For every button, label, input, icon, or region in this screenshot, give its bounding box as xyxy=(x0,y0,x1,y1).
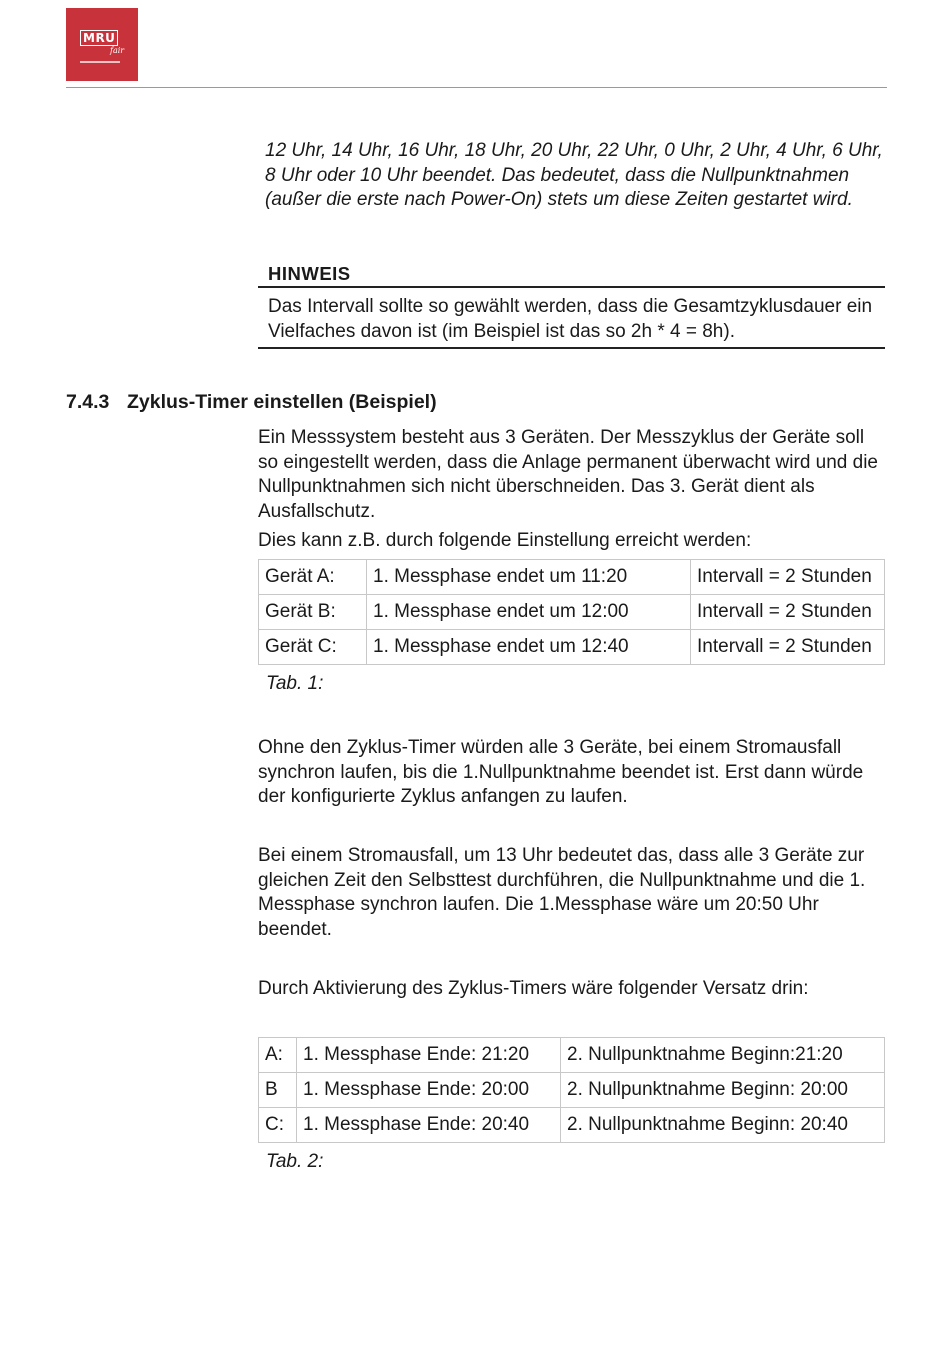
note-title: HINWEIS xyxy=(268,263,351,284)
table-cell: Intervall = 2 Stunden xyxy=(691,560,885,595)
table-row xyxy=(259,1073,885,1108)
header-divider xyxy=(66,87,887,88)
logo-wordmark: MRU xyxy=(80,30,118,46)
table-cell: 2. Nullpunktnahme Beginn:21:20 xyxy=(561,1038,885,1073)
note-bottom-rule xyxy=(258,347,885,349)
table1-caption: Tab. 1: xyxy=(266,673,324,694)
table-row xyxy=(259,595,885,630)
section-heading xyxy=(66,390,437,414)
company-logo xyxy=(66,8,138,81)
note-text: Das Intervall sollte so gewählt werden, dass die Gesamtzyklusdauer ein Vielfaches davon ist (im Beispiel ist das so 2h * 4 = 8h). xyxy=(268,296,873,342)
settings-lead-paragraph: Dies kann z.B. durch folgende Einstellung erreicht werden: xyxy=(258,530,752,551)
logo-tagline-bar xyxy=(80,61,120,63)
table-cell: Gerät B: xyxy=(259,595,367,630)
timer-offset-paragraph: Durch Aktivierung des Zyklus-Timers wäre folgender Versatz drin: xyxy=(258,978,809,999)
table-row xyxy=(259,1038,885,1073)
table-cell: Intervall = 2 Stunden xyxy=(691,630,885,665)
device-settings-table xyxy=(258,559,885,665)
table-cell: 1. Messphase endet um 12:40 xyxy=(367,630,691,665)
logo-script: fair xyxy=(110,46,125,55)
section-number: 7.4.3 xyxy=(66,391,110,413)
table-cell: Intervall = 2 Stunden xyxy=(691,595,885,630)
without-timer-paragraph: Ohne den Zyklus-Timer würden alle 3 Geräte, bei einem Stromausfall synchron laufen, bis die 1.Nullpunktnahme beendet ist. Erst dann würde der konfigurierte Zyklus anfangen zu laufen. xyxy=(258,737,864,807)
intro-system-paragraph: Ein Messsystem besteht aus 3 Geräten. Der Messzyklus der Geräte soll so eingestellt werden, dass die Anlage permanent überwacht wird und die Nullpunktnahmen sich nicht überschneiden. Das 3. Gerät dient als Ausfallschutz. xyxy=(258,427,878,522)
table-cell: 2. Nullpunktnahme Beginn: 20:40 xyxy=(561,1108,885,1143)
table-cell: 1. Messphase endet um 11:20 xyxy=(367,560,691,595)
table-cell: 1. Messphase endet um 12:00 xyxy=(367,595,691,630)
table-cell: A: xyxy=(259,1038,297,1073)
table-cell: 2. Nullpunktnahme Beginn: 20:00 xyxy=(561,1073,885,1108)
table-cell: 1. Messphase Ende: 20:00 xyxy=(297,1073,561,1108)
table-cell: B xyxy=(259,1073,297,1108)
intro-paragraph: 12 Uhr, 14 Uhr, 16 Uhr, 18 Uhr, 20 Uhr, 22 Uhr, 0 Uhr, 2 Uhr, 4 Uhr, 6 Uhr, 8 Uhr oder 10 Uhr beendet. Das bedeutet, dass die Nullpunktnahmen (außer die erste nach Power-On) stets um diese Zeiten gestartet wird. xyxy=(265,140,883,210)
section-title: Zyklus-Timer einstellen (Beispiel) xyxy=(127,391,437,413)
table-cell: 1. Messphase Ende: 20:40 xyxy=(297,1108,561,1143)
table-row xyxy=(259,1108,885,1143)
table-cell: C: xyxy=(259,1108,297,1143)
table2-caption: Tab. 2: xyxy=(266,1151,324,1172)
offset-table xyxy=(258,1037,885,1143)
power-failure-paragraph: Bei einem Stromausfall, um 13 Uhr bedeutet das, dass alle 3 Geräte zur gleichen Zeit den Selbsttest durchführen, die Nullpunktnahme und die 1. Messphase synchron laufen. Die 1.Messphase wäre um 20:50 Uhr beendet. xyxy=(258,845,866,940)
table-cell: Gerät C: xyxy=(259,630,367,665)
table-cell: Gerät A: xyxy=(259,560,367,595)
table-row xyxy=(259,560,885,595)
table-cell: 1. Messphase Ende: 21:20 xyxy=(297,1038,561,1073)
note-top-rule xyxy=(258,286,885,288)
table-row xyxy=(259,630,885,665)
